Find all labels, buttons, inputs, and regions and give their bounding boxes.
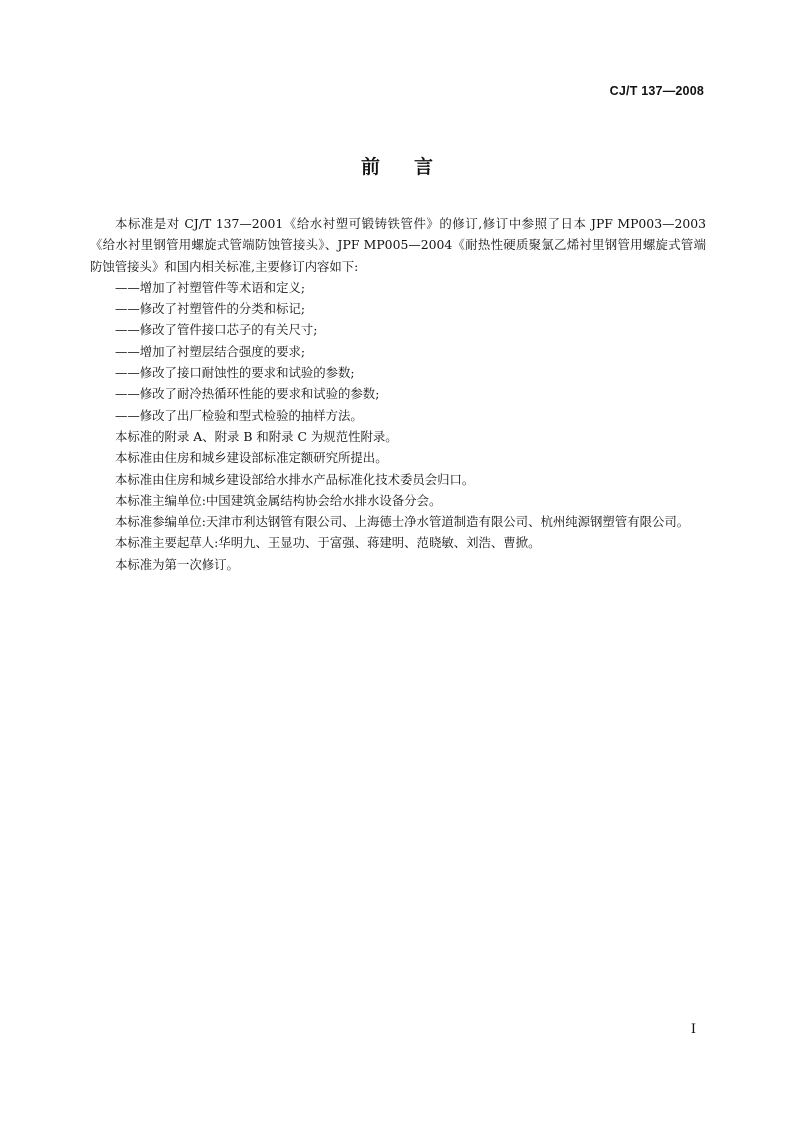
revision-item: ——修改了衬塑管件的分类和标记;	[115, 301, 306, 317]
proposed-by-paragraph: 本标准由住房和城乡建设部标准定额研究所提出。	[115, 450, 388, 466]
revision-item: ——修改了管件接口芯子的有关尺寸;	[115, 322, 318, 338]
drafters-paragraph: 本标准主要起草人:华明九、王显功、于富强、蒋建明、范晓敏、刘浩、曹掀。	[115, 535, 541, 551]
revision-item: ——修改了耐冷热循环性能的要求和试验的参数;	[115, 386, 380, 402]
revision-item: ——修改了出厂检验和型式检验的抽样方法。	[115, 407, 363, 423]
standard-code: CJ/T 137—2008	[609, 84, 704, 98]
revision-paragraph: 本标准为第一次修订。	[115, 556, 239, 572]
chief-editor-paragraph: 本标准主编单位:中国建筑金属结构协会给水排水设备分会。	[115, 492, 442, 508]
foreword-body	[90, 213, 706, 575]
page-number: I	[690, 1022, 696, 1037]
revision-item: ——增加了衬塑层结合强度的要求;	[115, 343, 306, 359]
participants-paragraph: 本标准参编单位:天津市利达钢管有限公司、上海德士净水管道制造有限公司、杭州纯源钢塑管有限公司。	[115, 514, 690, 530]
revision-item: ——增加了衬塑管件等术语和定义;	[115, 279, 306, 295]
administered-by-paragraph: 本标准由住房和城乡建设部给水排水产品标准化技术委员会归口。	[115, 471, 475, 487]
appendix-paragraph: 本标准的附录 A、附录 B 和附录 C 为规范性附录。	[115, 428, 398, 444]
revision-item: ——修改了接口耐蚀性的要求和试验的参数;	[115, 365, 355, 381]
page-title: 前言	[360, 156, 467, 178]
intro-paragraph: 本标准是对 CJ/T 137—2001《给水衬塑可锻铸铁管件》的修订,修订中参照了日本 JPF MP003—2003《给水衬里钢管用螺旋式管端防蚀管接头》、JPF MP005—2004《耐热性硬质聚氯乙烯衬里钢管用螺旋式管端防蚀管接头》和国内相关标准,主要修订内容如下:	[90, 216, 706, 274]
